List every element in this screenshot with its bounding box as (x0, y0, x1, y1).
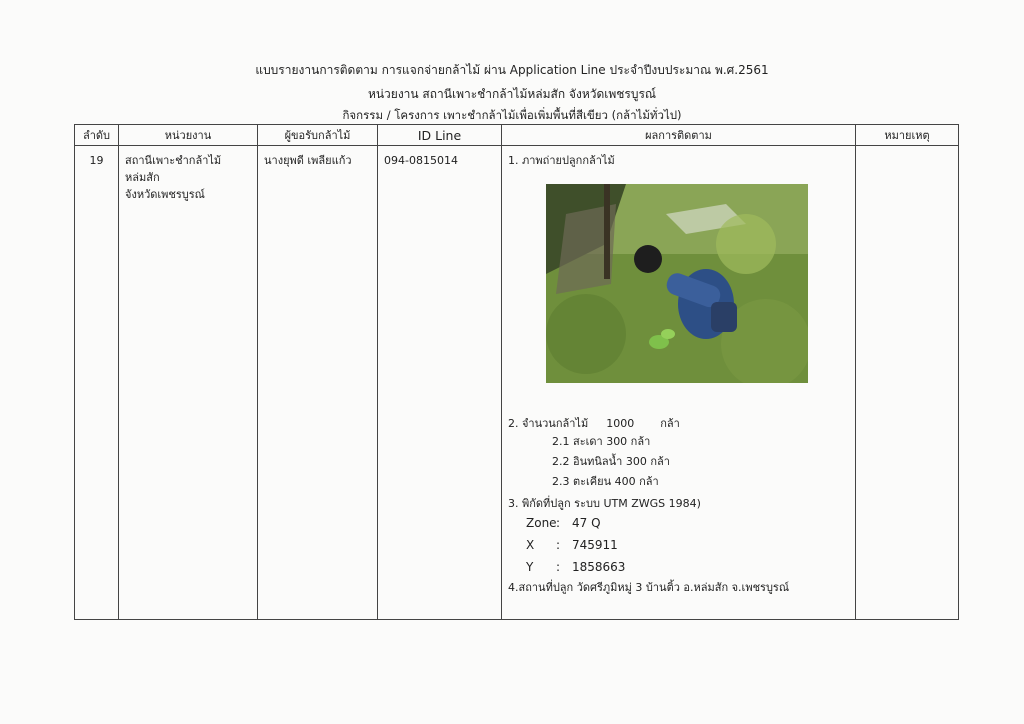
col-header-no: ลำดับ (75, 125, 119, 146)
coordinate-heading: 3. พิกัดที่ปลูก ระบบ UTM ZWGS 1984) (508, 497, 701, 510)
col-header-recipient: ผู้ขอรับกล้าไม้ (258, 125, 378, 146)
photo-heading: 1. ภาพถ่ายปลูกกล้าไม้ (508, 154, 615, 167)
col-header-line-id: ID Line (378, 125, 502, 146)
y-value: 1858663 (572, 560, 626, 574)
row-remark (856, 146, 959, 620)
species-item: 2.2 อินทนิลน้ำ 300 กล้า (552, 455, 670, 468)
quantity-section (508, 415, 849, 492)
species-item: 2.1 สะเดา 300 กล้า (552, 435, 651, 448)
row-line-id: 094-0815014 (378, 146, 502, 620)
quantity-unit: กล้า (660, 417, 680, 430)
species-item: 2.3 ตะเคียน 400 กล้า (552, 475, 659, 488)
planting-photo (546, 184, 808, 383)
row-unit (119, 146, 258, 620)
row-unit-line1: สถานีเพาะชำกล้าไม้หล่มสัก (125, 154, 222, 184)
table-row (75, 146, 959, 620)
col-header-remark: หมายเหตุ (856, 125, 959, 146)
row-unit-line2: จังหวัดเพชรบูรณ์ (125, 188, 205, 201)
planting-location: 4.สถานที่ปลูก วัดศรีภูมิหมู่ 3 บ้านติ้ว อ.หล่มสัก จ.เพชรบูรณ์ (508, 581, 790, 594)
x-label: X (526, 538, 535, 552)
report-table (74, 124, 959, 620)
zone-label: Zone (526, 516, 557, 530)
col-header-results: ผลการติดตาม (502, 125, 856, 146)
row-results (502, 146, 856, 620)
col-header-unit: หน่วยงาน (119, 125, 258, 146)
coordinate-section: 3. พิกัดที่ปลูก ระบบ UTM ZWGS 1984) Zone: 47 Q X : 745911 Y : 1858663 (508, 495, 849, 578)
report-title: แบบรายงานการติดตาม การแจกจ่ายกล้าไม้ ผ่าน Application Line ประจำปีงบประมาณ พ.ศ.2561 (255, 63, 769, 77)
row-recipient: นางยุพดี เพลียแก้ว (258, 146, 378, 620)
zone-value: 47 Q (572, 516, 601, 530)
row-number: 19 (75, 146, 119, 620)
report-project: กิจกรรม / โครงการ เพาะชำกล้าไม้เพื่อเพิ่มพื้นที่สีเขียว (กล้าไม้ทั่วไป) (342, 108, 682, 122)
table-header-row (75, 125, 959, 146)
report-agency: หน่วยงาน สถานีเพาะชำกล้าไม้หล่มสัก จังหวัดเพชรบูรณ์ (367, 87, 657, 101)
quantity-value: 1000 (606, 417, 635, 430)
y-label: Y (526, 560, 534, 574)
x-value: 745911 (572, 538, 618, 552)
quantity-label: 2. จำนวนกล้าไม้ (508, 417, 589, 430)
